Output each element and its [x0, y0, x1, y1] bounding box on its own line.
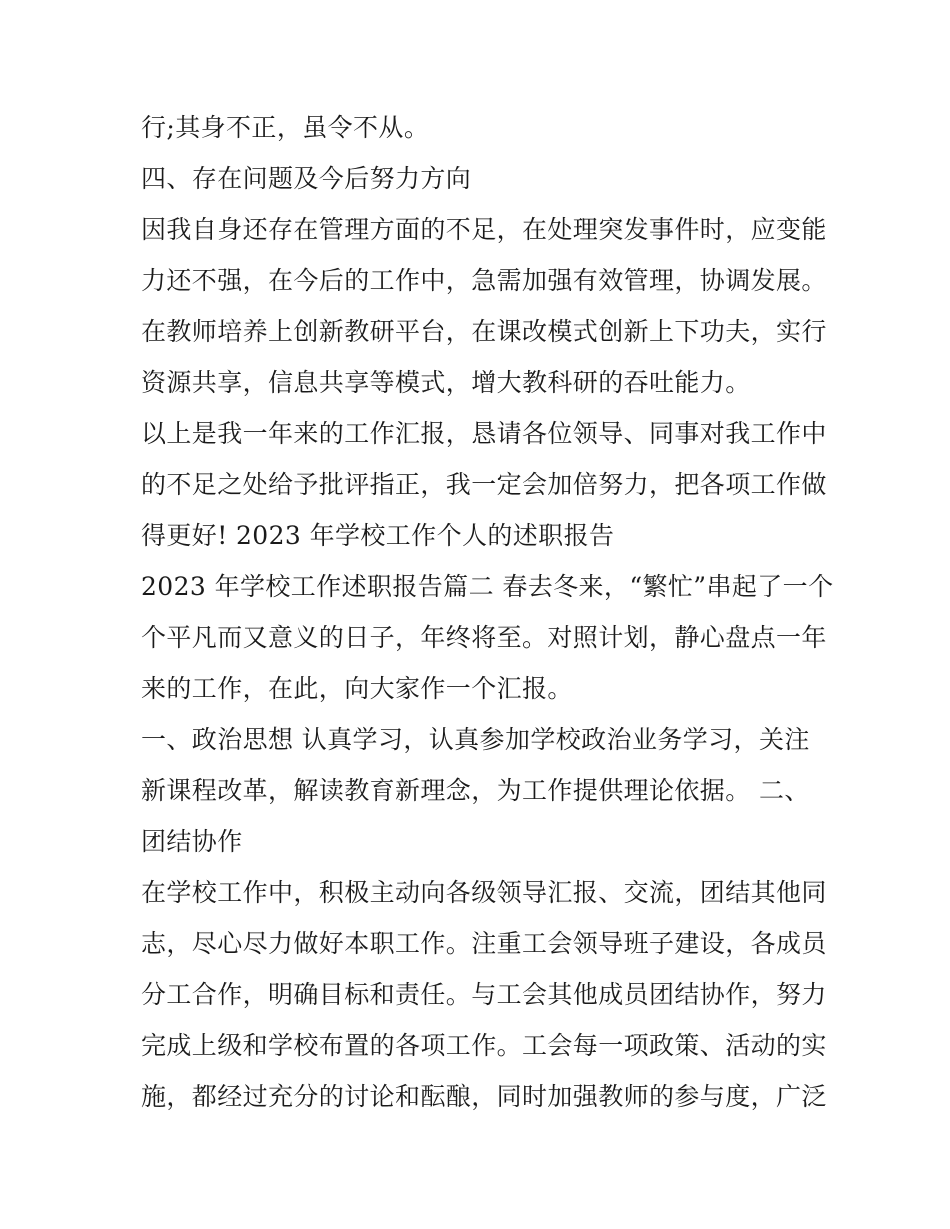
- text-line: 在教师培养上创新教研平台，在课改模式创新上下功夫，实行: [141, 317, 827, 346]
- text-line: 得更好! 2023 年学校工作个人的述职报告: [141, 521, 615, 550]
- text-line: 个平凡而又意义的日子，年终将至。对照计划，静心盘点一年: [141, 623, 827, 652]
- text-line: 完成上级和学校布置的各项工作。工会每一项政策、活动的实: [141, 1031, 827, 1060]
- section-heading: 团结协作: [141, 827, 243, 856]
- text-line: 在学校工作中，积极主动向各级领导汇报、交流，团结其他同: [141, 878, 827, 907]
- text-line: 志，尽心尽力做好本职工作。注重工会领导班子建设，各成员: [141, 929, 827, 958]
- text-line: 施，都经过充分的讨论和酝酿，同时加强教师的参与度，广泛: [141, 1082, 827, 1111]
- text-line: 来的工作，在此，向大家作一个汇报。: [141, 674, 573, 703]
- text-line: 资源共享，信息共享等模式，增大教科研的吞吐能力。: [141, 368, 751, 397]
- text-line: 的不足之处给予批评指正，我一定会加倍努力，把各项工作做: [141, 470, 827, 499]
- text-line: 分工合作，明确目标和责任。与工会其他成员团结协作，努力: [141, 980, 827, 1009]
- text-line: 因我自身还存在管理方面的不足，在处理突发事件时，应变能: [141, 215, 827, 244]
- text-line: 行;其身不正，虽令不从。: [141, 113, 430, 142]
- section-heading: 四、存在问题及今后努力方向: [141, 164, 472, 193]
- text-line: 2023 年学校工作述职报告篇二 春去冬来，“繁忙”串起了一个: [141, 572, 834, 601]
- text-line: 以上是我一年来的工作汇报，恳请各位领导、同事对我工作中: [141, 419, 827, 448]
- text-line: 一、政治思想 认真学习，认真参加学校政治业务学习，关注: [141, 725, 810, 754]
- text-line: 新课程改革，解读教育新理念，为工作提供理论依据。 二、: [141, 776, 810, 805]
- text-line: 力还不强，在今后的工作中，急需加强有效管理，协调发展。: [141, 266, 827, 295]
